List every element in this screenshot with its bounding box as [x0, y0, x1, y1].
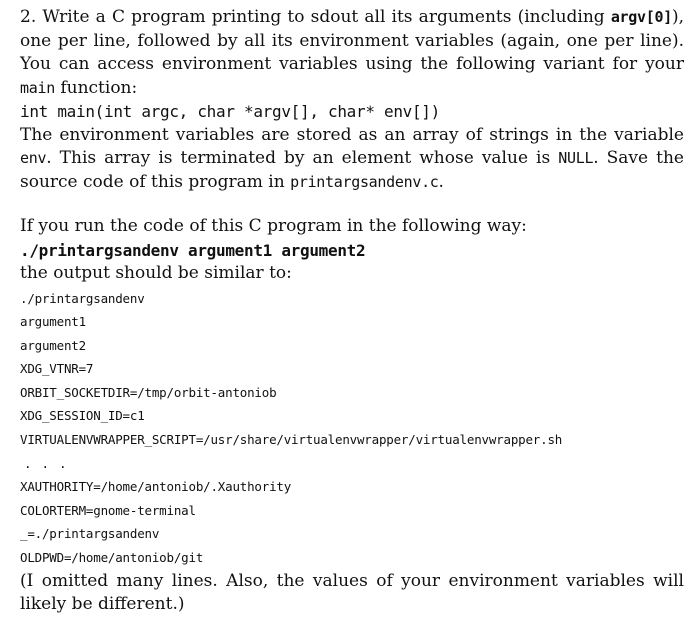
env-text-2: . This array is terminated by an element whose value is [46, 148, 559, 168]
output-line: XAUTHORITY=/home/antoniob/.Xauthority [20, 479, 292, 495]
output-line: VIRTUALENVWRAPPER_SCRIPT=/usr/share/virtualenvwrapper/virtualenvwrapper.sh [20, 432, 563, 448]
output-line: XDG_SESSION_ID=c1 [20, 408, 145, 424]
output-line: argument2 [20, 337, 86, 353]
main-signature-code: int main(int argc, char *argv[], char* env[]) [20, 102, 440, 121]
intro-text-3: function: [54, 77, 138, 98]
output-line: ./printargsandenv [20, 290, 145, 306]
output-line: ORBIT_SOCKETDIR=/tmp/orbit-antoniob [20, 384, 277, 400]
env-text-1: The environment variables are stored as an array of strings in the variable [20, 124, 684, 145]
output-ellipsis: ... [24, 455, 77, 471]
paragraph-gap [20, 194, 684, 215]
output-intro: the output should be similar to: [20, 263, 292, 283]
env-paragraph [20, 124, 684, 195]
sample-output [20, 287, 684, 570]
null-code: NULL [558, 149, 594, 167]
run-paragraph: If you run the code of this C program in the following way: [20, 216, 527, 236]
intro-paragraph [20, 6, 684, 100]
argv0-code: argv[0] [610, 8, 672, 26]
intro-text-2: ), one per line, followed by all its environment variables (again, one per line). You can access environment variables using the following variant for your [20, 7, 684, 74]
output-line: OLDPWD=/home/antoniob/git [20, 550, 204, 566]
intro-text-1: 2. Write a C program printing to sdout all its arguments (including [20, 7, 611, 27]
output-line: XDG_VTNR=7 [20, 361, 94, 377]
main-code: main [20, 78, 55, 97]
output-line: _=./printargsandenv [20, 526, 160, 542]
env-text-3: . Save the source code of this program in [20, 148, 684, 192]
env-text-4: . [438, 171, 444, 192]
output-line: COLORTERM=gnome-terminal [20, 502, 196, 518]
env-code: env [20, 149, 47, 167]
run-command-code: ./printargsandenv argument1 argument2 [20, 240, 366, 260]
closing-note: (I omitted many lines. Also, the values of your environment variables will likely be different.) [20, 570, 684, 615]
exercise-document [20, 6, 684, 617]
output-line: argument1 [20, 314, 86, 330]
filename-code: printargsandenv.c [290, 172, 439, 191]
